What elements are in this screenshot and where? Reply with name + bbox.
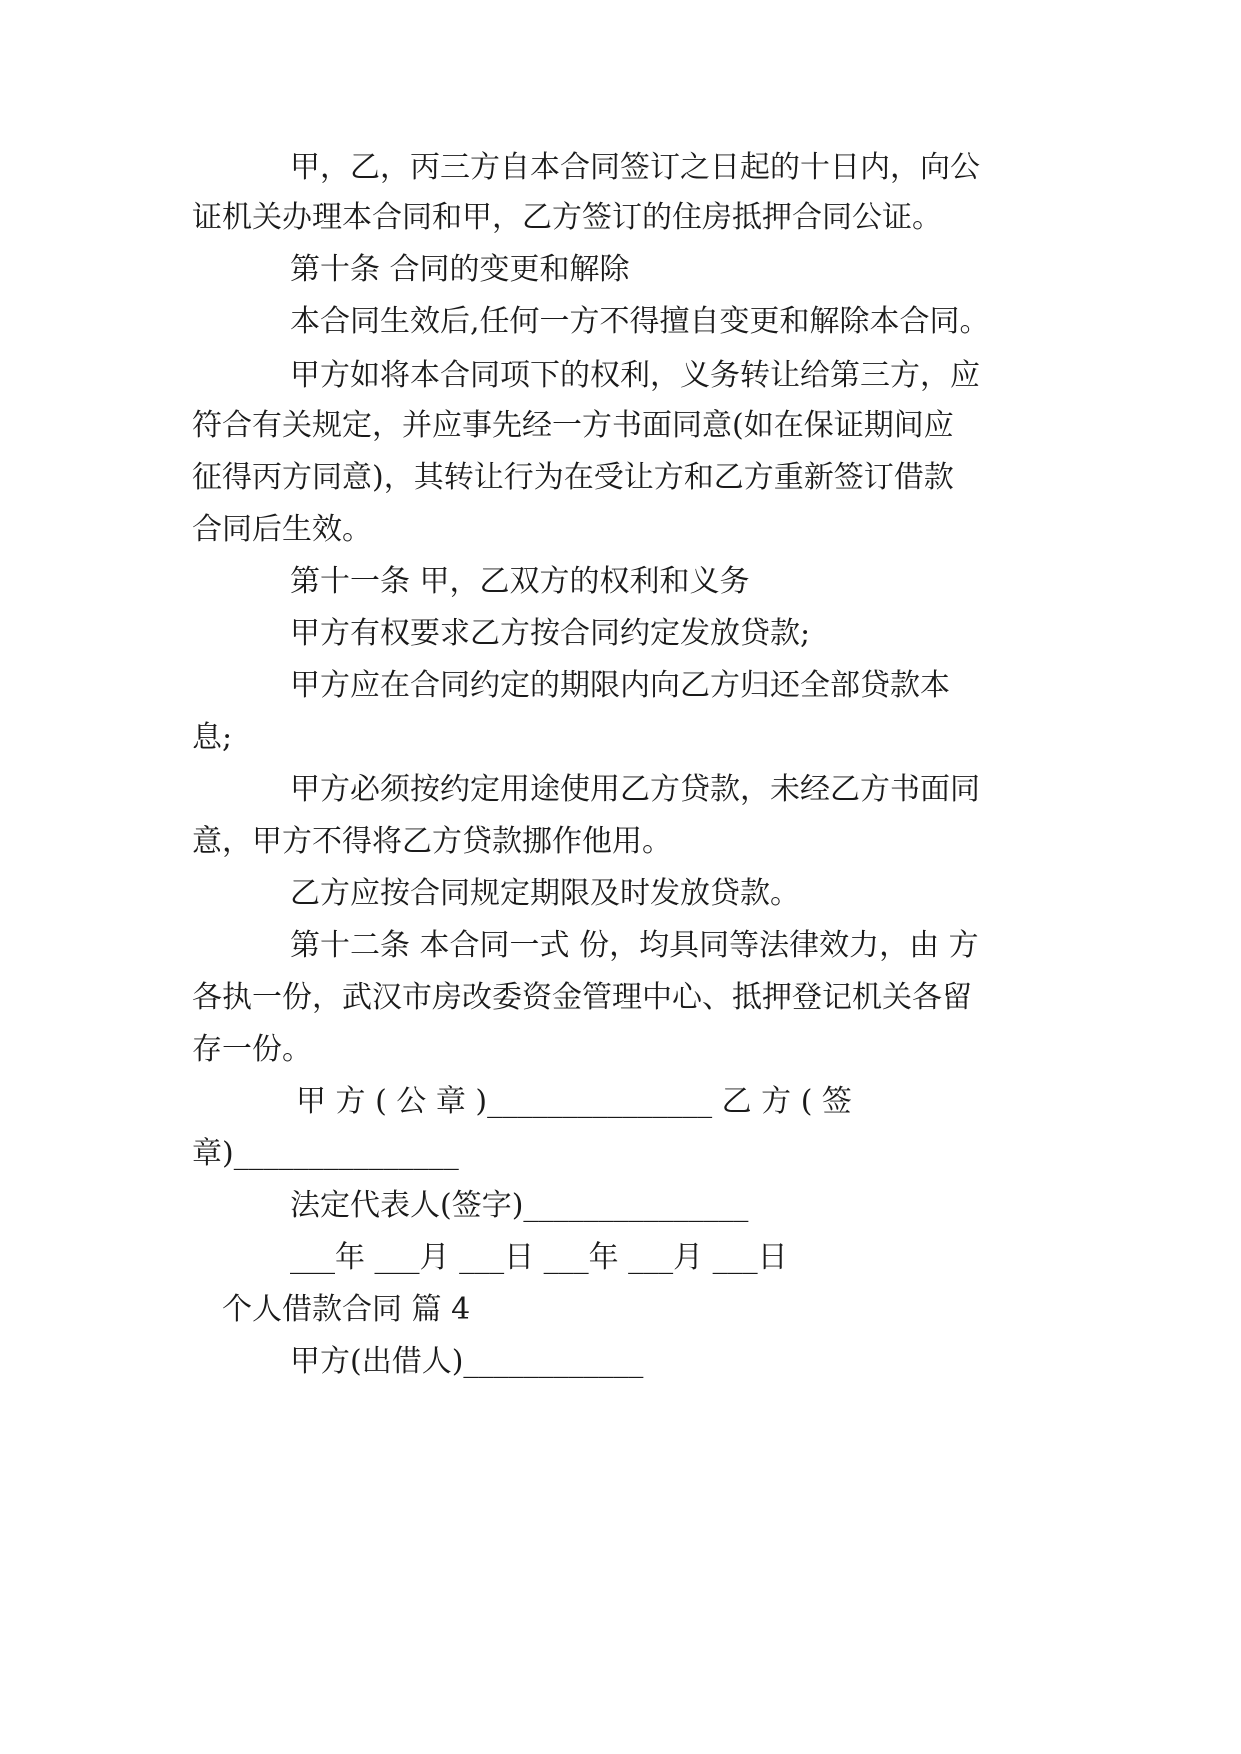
paragraph-line: 意，甲方不得将乙方贷款挪作他用。 [192,824,672,859]
paragraph-line: 甲方应在合同约定的期限内向乙方归还全部贷款本 [290,668,950,703]
paragraph-line: 甲方如将本合同项下的权利，义务转让给第三方，应 [290,358,980,393]
signature-line-party-b: 章)_______________ [192,1136,459,1171]
paragraph-line: 息; [192,720,233,755]
section-heading: 第十条 合同的变更和解除 [290,252,630,287]
section-heading: 第十二条 本合同一式 份，均具同等法律效力，由 方 [290,928,979,963]
paragraph-line: 乙方应按合同规定期限及时发放贷款。 [290,876,800,911]
signature-line-party-a: 甲 方 ( 公 章 )_______________ 乙 方 ( 签 [296,1084,852,1119]
date-line: ___年 ___月 ___日 ___年 ___月 ___日 [290,1240,788,1275]
paragraph-line: 征得丙方同意)，其转让行为在受让方和乙方重新签订借款 [192,460,954,495]
contract-title: 个人借款合同 篇 4 [222,1292,471,1327]
paragraph-line: 甲，乙，丙三方自本合同签订之日起的十日内，向公 [290,150,980,185]
paragraph-line: 各执一份，武汉市房改委资金管理中心、抵押登记机关各留 [192,980,972,1015]
paragraph-line: 证机关办理本合同和甲，乙方签订的住房抵押合同公证。 [192,200,942,235]
paragraph-line: 存一份。 [192,1032,312,1067]
paragraph-line: 甲方必须按约定用途使用乙方贷款，未经乙方书面同 [290,772,980,807]
paragraph-line: 本合同生效后,任何一方不得擅自变更和解除本合同。 [290,304,990,339]
paragraph-line: 甲方有权要求乙方按合同约定发放贷款; [290,616,811,651]
lender-line: 甲方(出借人)____________ [290,1344,644,1379]
section-heading: 第十一条 甲，乙双方的权利和义务 [290,564,750,599]
paragraph-line: 符合有关规定，并应事先经一方书面同意(如在保证期间应 [192,408,954,443]
legal-representative-line: 法定代表人(签字)_______________ [290,1188,749,1223]
paragraph-line: 合同后生效。 [192,512,372,547]
